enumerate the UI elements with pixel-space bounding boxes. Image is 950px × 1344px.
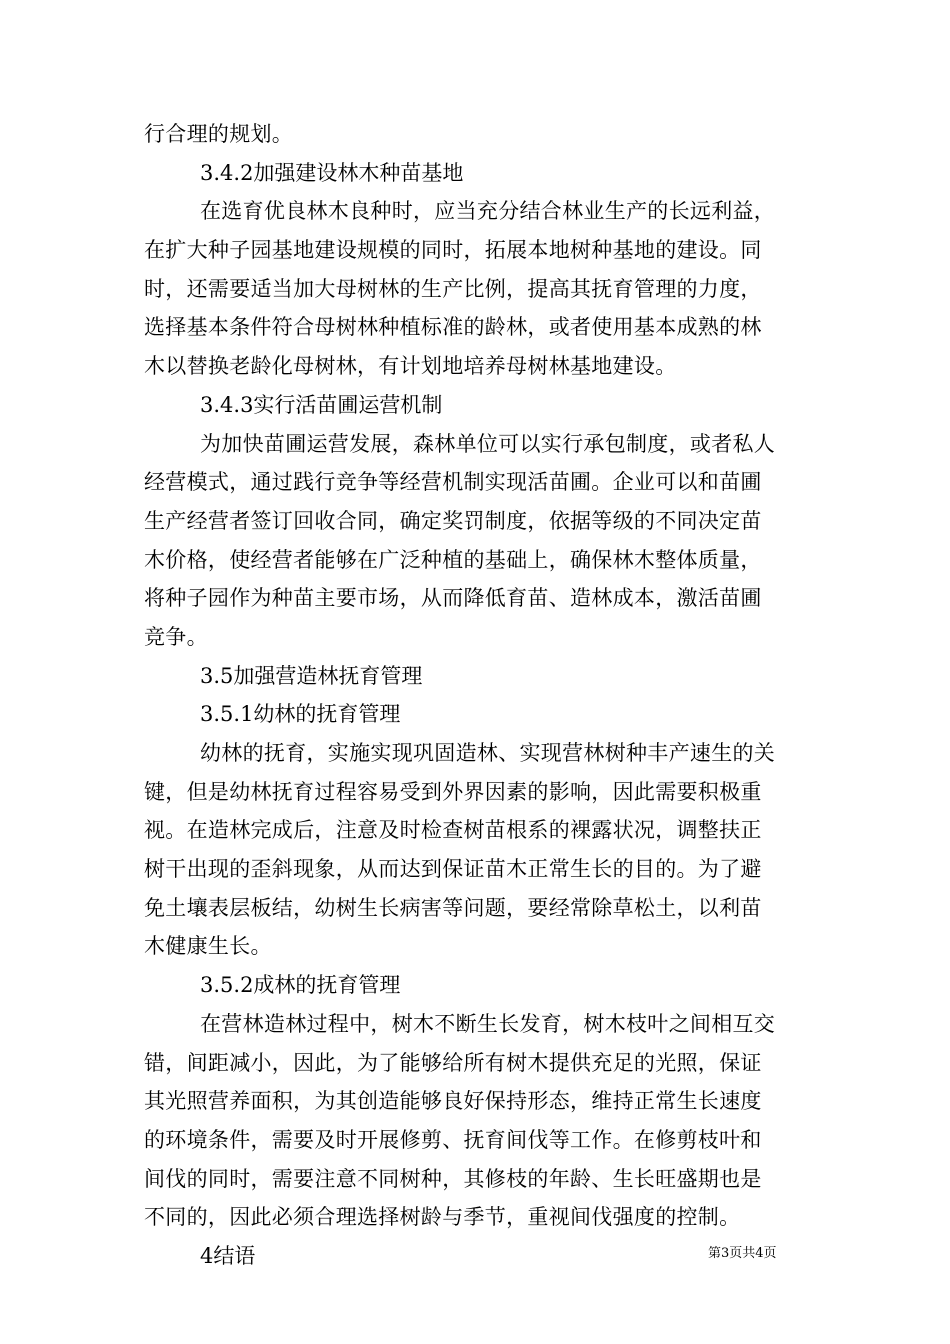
paragraph-line: 免土壤表层板结，幼树生长病害等问题，要经常除草松土，以利苗 xyxy=(144,895,762,920)
paragraph-line: 的环境条件，需要及时开展修剪、抚育间伐等工作。在修剪枝叶和 xyxy=(144,1127,762,1152)
paragraph-line: 幼林的抚育，实施实现巩固造林、实现营林树种丰产速生的关 xyxy=(200,741,776,765)
paragraph-line: 竞争。 xyxy=(144,624,208,649)
section-heading: 3.4.3实行活苗圃运营机制 xyxy=(200,392,443,417)
section-heading: 3.5.1幼林的抚育管理 xyxy=(200,702,401,727)
paragraph-line: 将种子园作为种苗主要市场，从而降低育苗、造林成本，激活苗圃 xyxy=(144,586,762,611)
paragraph-line: 键，但是幼林抚育过程容易受到外界因素的影响，因此需要积极重 xyxy=(144,779,762,804)
section-heading: 3.5.2成林的抚育管理 xyxy=(200,973,401,998)
paragraph-line: 选择基本条件符合母树林种植标准的龄林，或者使用基本成熟的林 xyxy=(144,315,762,340)
paragraph-line: 木健康生长。 xyxy=(144,934,272,959)
paragraph-line: 为加快苗圃运营发展，森林单位可以实行承包制度，或者私人 xyxy=(200,431,776,456)
paragraph-line: 树干出现的歪斜现象，从而达到保证苗木正常生长的目的。为了避 xyxy=(144,857,762,882)
page-number-footer: 第3页共4页 xyxy=(708,1246,777,1261)
paragraph-line: 生产经营者签订回收合同，确定奖罚制度，依据等级的不同决定苗 xyxy=(144,508,762,533)
paragraph-line: 在选育优良林木良种时，应当充分结合林业生产的长远利益， xyxy=(200,199,776,224)
paragraph-line: 木价格，使经营者能够在广泛种植的基础上，确保林木整体质量， xyxy=(144,547,762,572)
document-body xyxy=(144,115,806,1276)
paragraph-line: 在营林造林过程中，树木不断生长发育，树木枝叶之间相互交 xyxy=(200,1011,776,1036)
paragraph-line: 经营模式，通过践行竞争等经营机制实现活苗圃。企业可以和苗圃 xyxy=(144,470,762,495)
paragraph-line: 间伐的同时，需要注意不同树种，其修枝的年龄、生长旺盛期也是 xyxy=(144,1166,762,1191)
section-heading: 4结语 xyxy=(200,1243,256,1268)
section-heading: 3.4.2加强建设林木种苗基地 xyxy=(200,160,464,185)
paragraph-line: 不同的，因此必须合理选择树龄与季节，重视间伐强度的控制。 xyxy=(144,1205,741,1230)
paragraph-line: 视。在造林完成后，注意及时检查树苗根系的裸露状况，调整扶正 xyxy=(144,818,762,843)
paragraph-line: 其光照营养面积，为其创造能够良好保持形态，维持正常生长速度 xyxy=(144,1089,762,1114)
paragraph-line: 错，间距减小，因此，为了能够给所有树木提供充足的光照，保证 xyxy=(144,1050,762,1075)
section-heading: 3.5加强营造林抚育管理 xyxy=(200,663,423,688)
paragraph-line: 时，还需要适当加大母树林的生产比例，提高其抚育管理的力度， xyxy=(144,276,762,301)
paragraph-line: 在扩大种子园基地建设规模的同时，拓展本地树种基地的建设。同 xyxy=(144,238,762,263)
paragraph-line: 木以替换老龄化母树林，有计划地培养母树林基地建设。 xyxy=(144,354,677,379)
paragraph-line: 行合理的规划。 xyxy=(144,122,294,146)
